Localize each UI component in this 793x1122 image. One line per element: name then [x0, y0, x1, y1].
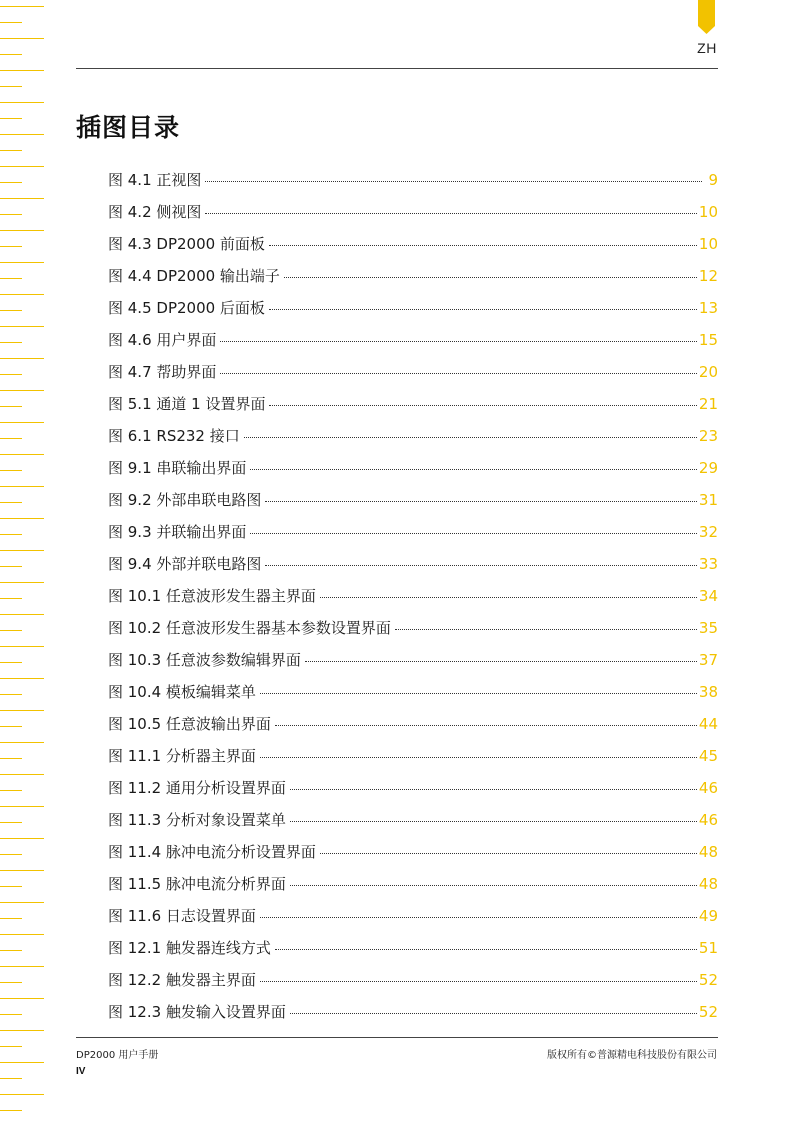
toc-dot-leader: [290, 885, 697, 886]
toc-entry[interactable]: [108, 391, 718, 423]
toc-entry-page: 38: [698, 683, 718, 701]
ruler-tick: [0, 726, 22, 727]
ruler-tick: [0, 326, 44, 327]
toc-entry[interactable]: [108, 327, 718, 359]
toc-dot-leader: [305, 661, 697, 662]
toc-entry[interactable]: [108, 487, 718, 519]
toc-dot-leader: [260, 981, 697, 982]
toc-dot-leader: [260, 693, 697, 694]
toc-entry-title: 图 5.1 通道 1 设置界面: [108, 395, 266, 413]
toc-entry[interactable]: [108, 615, 718, 647]
toc-dot-leader: [275, 725, 697, 726]
ruler-tick: [0, 278, 22, 279]
ruler-tick: [0, 838, 44, 839]
ruler-tick: [0, 806, 44, 807]
ruler-tick: [0, 774, 44, 775]
ruler-tick: [0, 854, 22, 855]
toc-entry-title: 图 11.2 通用分析设置界面: [108, 779, 286, 797]
ruler-tick: [0, 1094, 44, 1095]
left-ruler-decoration: [0, 0, 46, 1122]
toc-entry-title: 图 9.1 串联输出界面: [108, 459, 247, 477]
toc-entry-page: 52: [698, 1003, 718, 1021]
toc-entry-title: 图 4.3 DP2000 前面板: [108, 235, 265, 253]
ruler-tick: [0, 582, 44, 583]
toc-entry-title: 图 11.5 脉冲电流分析界面: [108, 875, 286, 893]
toc-entry-page: 35: [698, 619, 718, 637]
ruler-tick: [0, 390, 44, 391]
ruler-tick: [0, 822, 22, 823]
toc-entry-title: 图 4.5 DP2000 后面板: [108, 299, 265, 317]
ruler-tick: [0, 870, 44, 871]
ruler-tick: [0, 54, 22, 55]
toc-entry[interactable]: [108, 807, 718, 839]
ruler-tick: [0, 710, 44, 711]
toc-entry[interactable]: [108, 743, 718, 775]
ruler-tick: [0, 918, 22, 919]
toc-entry[interactable]: [108, 263, 718, 295]
toc-entry-title: 图 10.3 任意波参数编辑界面: [108, 651, 301, 669]
toc-dot-leader: [260, 917, 697, 918]
ruler-tick: [0, 566, 22, 567]
ruler-tick: [0, 1014, 22, 1015]
ruler-tick: [0, 86, 22, 87]
toc-entry-page: 49: [698, 907, 718, 925]
toc-entry-title: 图 4.6 用户界面: [108, 331, 217, 349]
toc-entry[interactable]: [108, 775, 718, 807]
toc-entry-page: 44: [698, 715, 718, 733]
ruler-tick: [0, 246, 22, 247]
ruler-tick: [0, 1110, 22, 1111]
toc-entry[interactable]: [108, 295, 718, 327]
ruler-tick: [0, 214, 22, 215]
ruler-tick: [0, 598, 22, 599]
header-divider: [76, 68, 718, 69]
ruler-tick: [0, 966, 44, 967]
toc-entry-title: 图 10.4 模板编辑菜单: [108, 683, 256, 701]
toc-entry-page: 9: [708, 171, 718, 189]
ruler-tick: [0, 70, 44, 71]
toc-entry-title: 图 12.2 触发器主界面: [108, 971, 256, 989]
toc-entry[interactable]: [108, 359, 718, 391]
ruler-tick: [0, 934, 44, 935]
ruler-tick: [0, 102, 44, 103]
toc-dot-leader: [250, 469, 697, 470]
ruler-tick: [0, 646, 44, 647]
ruler-tick: [0, 534, 22, 535]
page-title: 插图目录: [76, 113, 181, 142]
ruler-tick: [0, 230, 44, 231]
toc-entry-page: 33: [698, 555, 718, 573]
toc-entry-page: 15: [698, 331, 718, 349]
ruler-tick: [0, 950, 22, 951]
toc-entry-title: 图 6.1 RS232 接口: [108, 427, 240, 445]
toc-entry-page: 29: [698, 459, 718, 477]
ruler-tick: [0, 134, 44, 135]
footer-manual-title: DP2000 用户手册: [76, 1050, 159, 1061]
ruler-tick: [0, 886, 22, 887]
ruler-tick: [0, 758, 22, 759]
toc-entry-title: 图 11.3 分析对象设置菜单: [108, 811, 286, 829]
toc-entry-title: 图 11.4 脉冲电流分析设置界面: [108, 843, 316, 861]
ruler-tick: [0, 790, 22, 791]
footer-copyright: 版权所有©普源精电科技股份有限公司: [547, 1050, 717, 1061]
toc-dot-leader: [290, 789, 697, 790]
toc-dot-leader: [260, 757, 697, 758]
toc-dot-leader: [265, 501, 697, 502]
ruler-tick: [0, 662, 22, 663]
toc-dot-leader: [269, 405, 696, 406]
toc-dot-leader: [269, 309, 697, 310]
toc-entry[interactable]: [108, 199, 718, 231]
ruler-tick: [0, 742, 44, 743]
toc-entry-title: 图 11.1 分析器主界面: [108, 747, 256, 765]
toc-entry[interactable]: [108, 967, 718, 999]
toc-dot-leader: [205, 213, 697, 214]
toc-entry[interactable]: [108, 455, 718, 487]
toc-entry-page: 10: [698, 235, 718, 253]
toc-entry-title: 图 4.7 帮助界面: [108, 363, 217, 381]
toc-dot-leader: [220, 373, 697, 374]
toc-entry[interactable]: [108, 839, 718, 871]
toc-entry-title: 图 10.1 任意波形发生器主界面: [108, 587, 316, 605]
ruler-tick: [0, 118, 22, 119]
toc-entry[interactable]: [108, 935, 718, 967]
footer-divider: [76, 1037, 718, 1038]
language-label: ZH: [697, 40, 717, 56]
toc-entry-page: 20: [698, 363, 718, 381]
toc-dot-leader: [395, 629, 697, 630]
toc-entry-page: 37: [698, 651, 718, 669]
ruler-tick: [0, 1030, 44, 1031]
ruler-tick: [0, 22, 22, 23]
toc-dot-leader: [284, 277, 697, 278]
toc-entry-title: 图 10.5 任意波输出界面: [108, 715, 271, 733]
ruler-tick: [0, 358, 44, 359]
toc-dot-leader: [250, 533, 697, 534]
toc-dot-leader: [265, 565, 697, 566]
toc-dot-leader: [220, 341, 697, 342]
toc-dot-leader: [205, 181, 702, 182]
toc-entry-page: 52: [698, 971, 718, 989]
ruler-tick: [0, 486, 44, 487]
ruler-tick: [0, 1046, 22, 1047]
toc-entry-page: 13: [698, 299, 718, 317]
toc-dot-leader: [290, 821, 697, 822]
toc-entry-title: 图 9.2 外部串联电路图: [108, 491, 262, 509]
toc-dot-leader: [320, 853, 697, 854]
toc-entry[interactable]: [108, 551, 718, 583]
ruler-tick: [0, 182, 22, 183]
ruler-tick: [0, 166, 44, 167]
ruler-tick: [0, 614, 44, 615]
toc-entry-page: 48: [698, 875, 718, 893]
toc-dot-leader: [269, 245, 697, 246]
toc-entry-title: 图 4.1 正视图: [108, 171, 202, 189]
toc-entry[interactable]: [108, 231, 718, 263]
ruler-tick: [0, 38, 44, 39]
ruler-tick: [0, 550, 44, 551]
ruler-tick: [0, 342, 22, 343]
toc-entry-title: 图 4.2 侧视图: [108, 203, 202, 221]
toc-entry-title: 图 4.4 DP2000 输出端子: [108, 267, 280, 285]
toc-entry-page: 12: [698, 267, 718, 285]
toc-entry-page: 31: [698, 491, 718, 509]
toc-entry-page: 45: [698, 747, 718, 765]
toc-entry-page: 48: [698, 843, 718, 861]
ruler-tick: [0, 982, 22, 983]
toc-entry-title: 图 10.2 任意波形发生器基本参数设置界面: [108, 619, 391, 637]
ruler-tick: [0, 422, 44, 423]
toc-entry[interactable]: [108, 999, 718, 1031]
toc-entry-page: 46: [698, 811, 718, 829]
toc-dot-leader: [244, 437, 697, 438]
ruler-tick: [0, 470, 22, 471]
ruler-tick: [0, 518, 44, 519]
ruler-tick: [0, 502, 22, 503]
toc-entry[interactable]: [108, 679, 718, 711]
ruler-tick: [0, 6, 44, 7]
ruler-tick: [0, 998, 44, 999]
toc-entry-page: 51: [698, 939, 718, 957]
ruler-tick: [0, 262, 44, 263]
toc-dot-leader: [320, 597, 697, 598]
toc-entry-page: 32: [698, 523, 718, 541]
ruler-tick: [0, 694, 22, 695]
ruler-tick: [0, 310, 22, 311]
ruler-tick: [0, 1062, 44, 1063]
footer-page-number: IV: [76, 1066, 86, 1077]
toc-entry-title: 图 9.3 并联输出界面: [108, 523, 247, 541]
toc-entry-page: 21: [698, 395, 718, 413]
ruler-tick: [0, 294, 44, 295]
toc-entry-page: 23: [698, 427, 718, 445]
toc-entry[interactable]: [108, 647, 718, 679]
toc-entry[interactable]: [108, 583, 718, 615]
ruler-tick: [0, 630, 22, 631]
toc-entry-title: 图 12.3 触发输入设置界面: [108, 1003, 286, 1021]
toc-entry-title: 图 11.6 日志设置界面: [108, 907, 256, 925]
toc-dot-leader: [290, 1013, 697, 1014]
ruler-tick: [0, 902, 44, 903]
toc-entry-page: 10: [698, 203, 718, 221]
table-of-figures: [108, 167, 718, 1031]
ruler-tick: [0, 454, 44, 455]
toc-entry[interactable]: [108, 423, 718, 455]
toc-entry[interactable]: [108, 167, 718, 199]
ruler-tick: [0, 438, 22, 439]
toc-entry-page: 46: [698, 779, 718, 797]
toc-entry-title: 图 12.1 触发器连线方式: [108, 939, 271, 957]
ruler-tick: [0, 198, 44, 199]
ruler-tick: [0, 150, 22, 151]
ruler-tick: [0, 406, 22, 407]
ruler-tick: [0, 374, 22, 375]
toc-entry[interactable]: [108, 711, 718, 743]
toc-entry-title: 图 9.4 外部并联电路图: [108, 555, 262, 573]
toc-entry[interactable]: [108, 519, 718, 551]
toc-entry-page: 34: [698, 587, 718, 605]
ruler-tick: [0, 1078, 22, 1079]
ruler-tick: [0, 678, 44, 679]
toc-entry[interactable]: [108, 903, 718, 935]
toc-dot-leader: [275, 949, 697, 950]
toc-entry[interactable]: [108, 871, 718, 903]
language-tab-marker: [698, 0, 715, 34]
